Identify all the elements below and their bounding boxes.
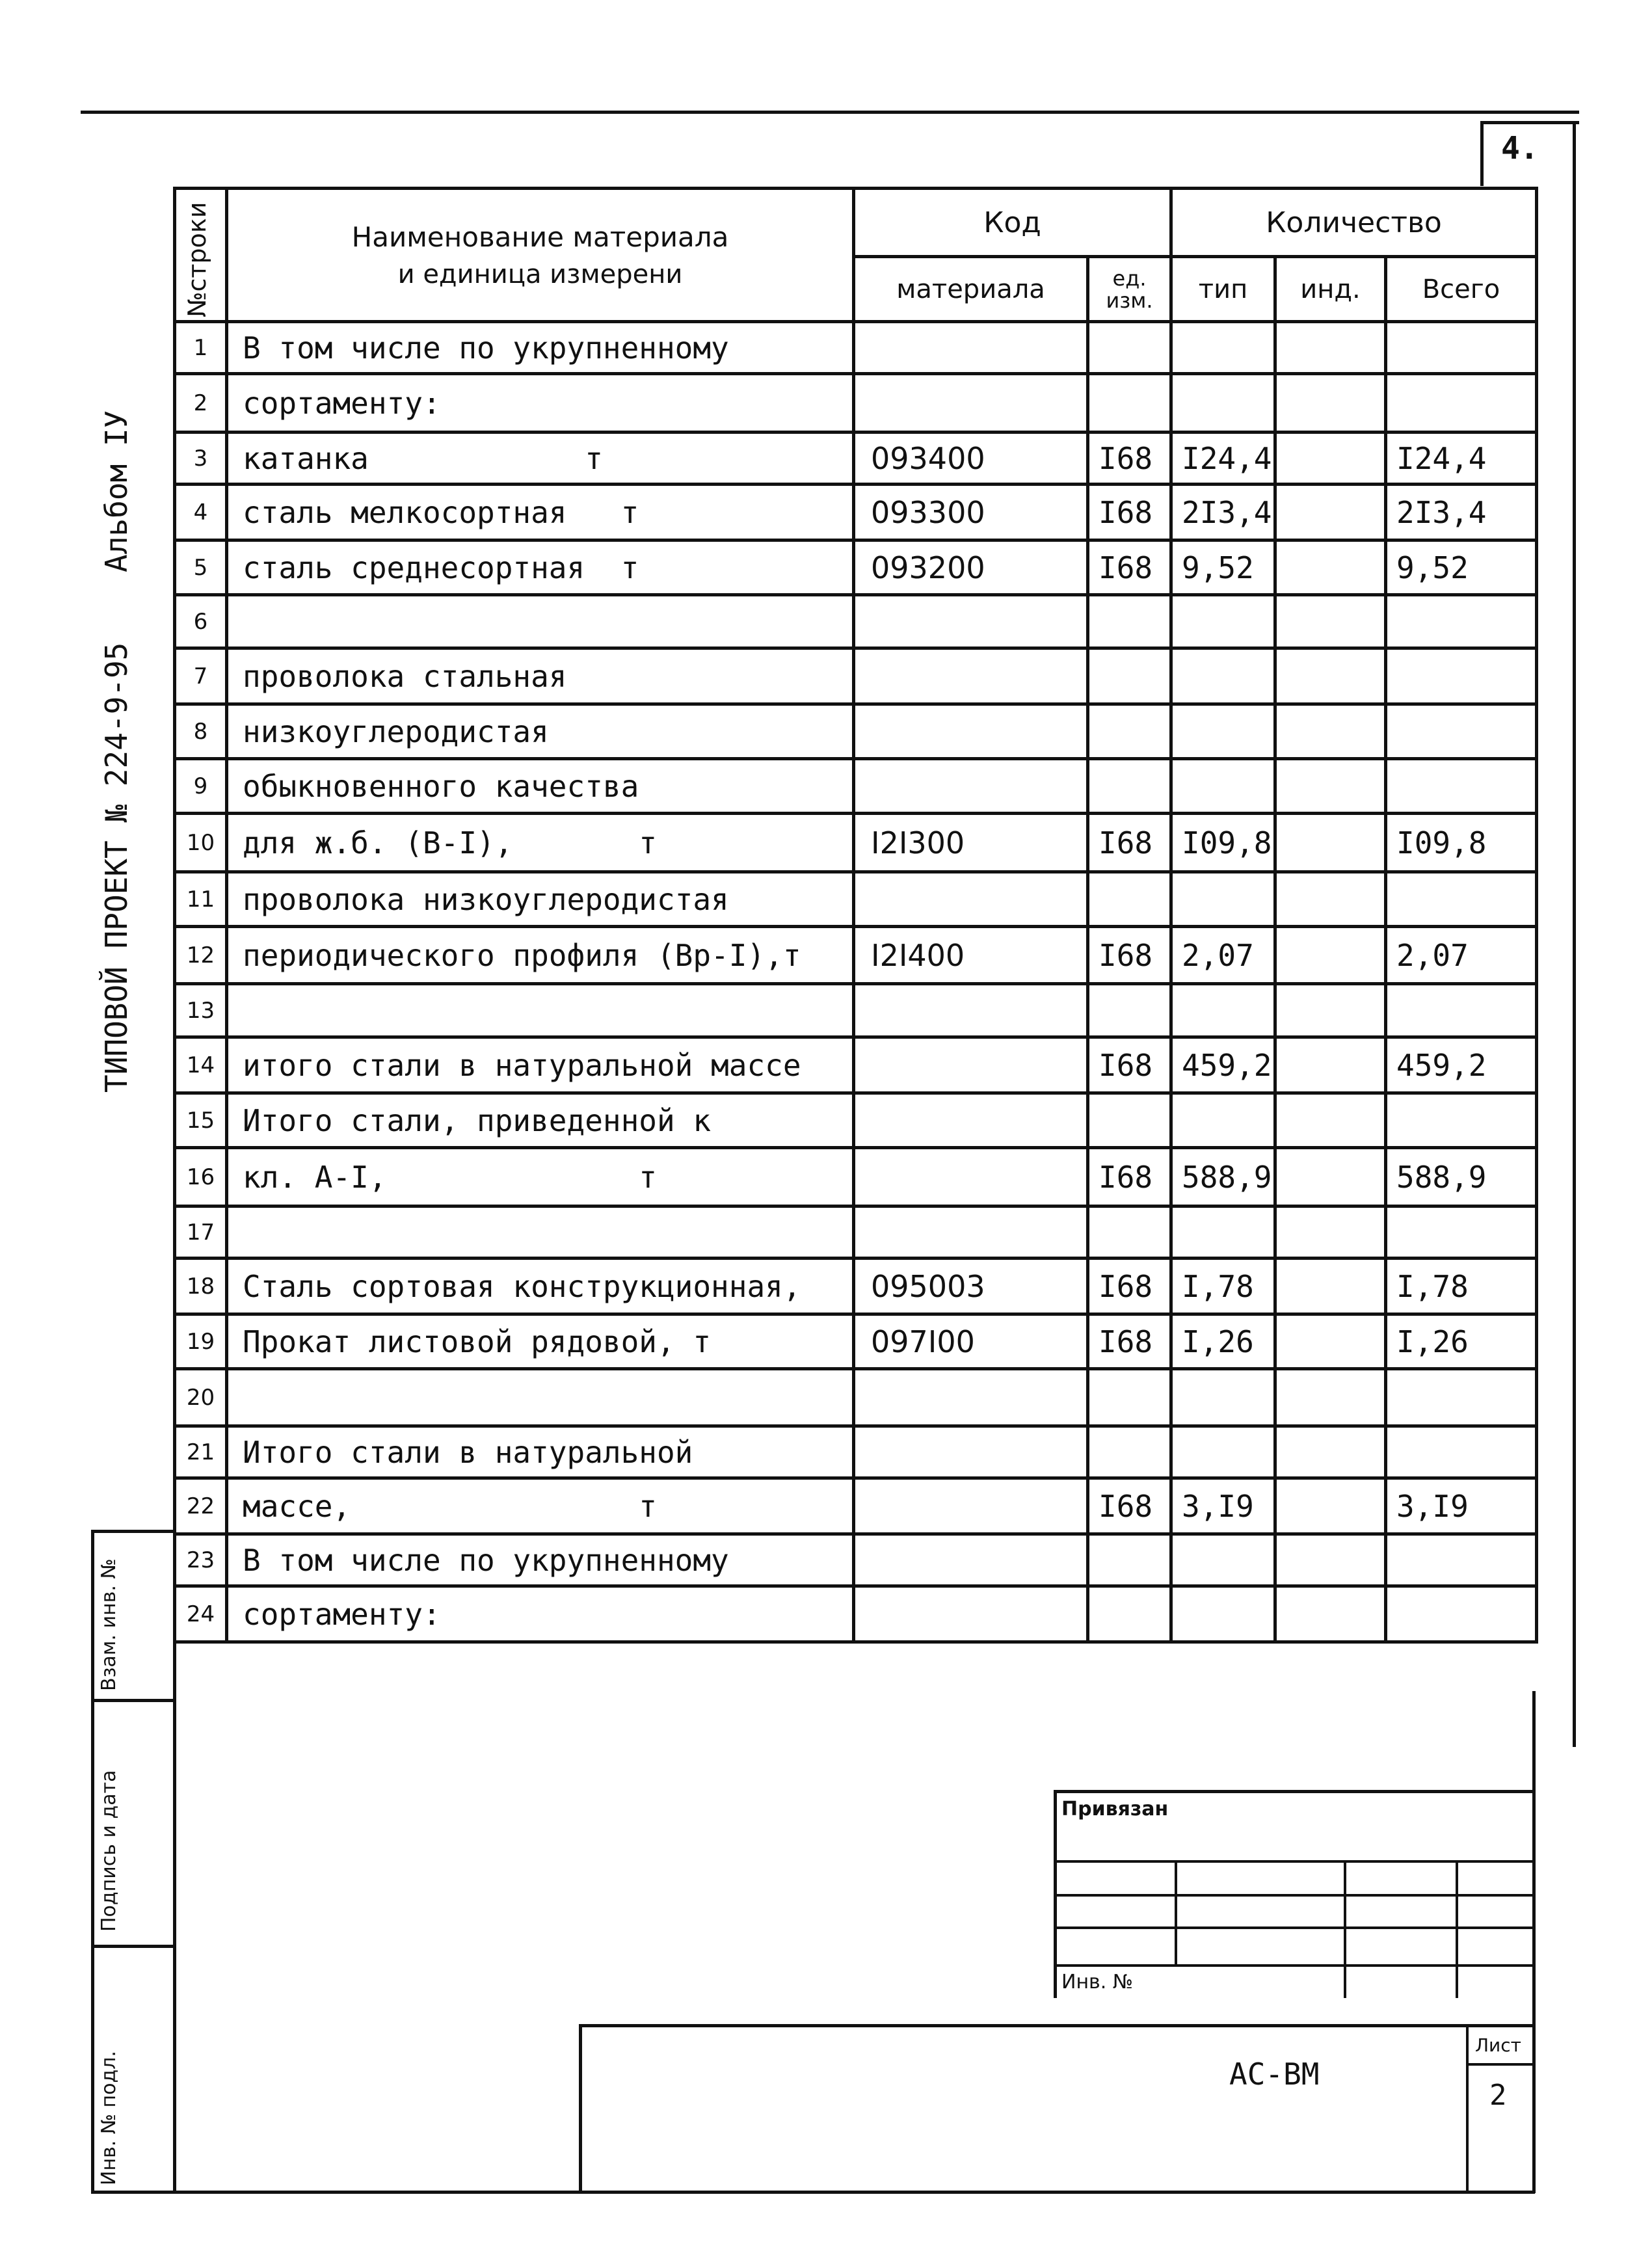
row-number-cell: 23 [175, 1534, 227, 1586]
table-row [175, 1478, 1537, 1534]
material-name-cell: Сталь сортовая конструкционная, [227, 1259, 854, 1314]
unit-cell [1088, 1206, 1171, 1259]
top-rule [81, 111, 1579, 114]
qty-ind-cell [1275, 1148, 1386, 1206]
qty-total-header: Всего [1386, 257, 1537, 322]
qty-total-cell: I,26 [1386, 1314, 1537, 1369]
table-row [175, 1534, 1537, 1586]
qty-total-cell [1386, 1426, 1537, 1478]
qty-ind-cell [1275, 704, 1386, 759]
qty-type-cell: I,26 [1171, 1314, 1275, 1369]
material-name-cell: катанка т [227, 433, 854, 485]
qty-type-cell [1171, 704, 1275, 759]
unit-cell: I68 [1088, 814, 1171, 872]
row-number-cell: 9 [175, 759, 227, 814]
qty-type-cell [1171, 759, 1275, 814]
qty-total-cell: 9,52 [1386, 540, 1537, 595]
table-row [175, 1369, 1537, 1426]
qty-ind-cell [1275, 322, 1386, 374]
material-name-cell: проволока низкоуглеродистая [227, 872, 854, 927]
table-row [175, 540, 1537, 595]
material-code-cell [854, 1206, 1088, 1259]
qty-total-cell [1386, 595, 1537, 648]
qty-type-cell [1171, 1586, 1275, 1642]
qty-total-cell [1386, 1093, 1537, 1148]
qty-ind-cell [1275, 1037, 1386, 1093]
material-name-cell: сортаменту: [227, 374, 854, 433]
material-name-cell: проволока стальная [227, 648, 854, 704]
row-number-cell: 10 [175, 814, 227, 872]
table-row [175, 485, 1537, 540]
table-row [175, 1586, 1537, 1642]
material-code-cell [854, 1534, 1088, 1586]
qty-type-cell [1171, 648, 1275, 704]
code-group-header: Код [854, 189, 1171, 257]
table-row [175, 814, 1537, 872]
material-name-cell: массе, т [227, 1478, 854, 1534]
material-code-cell: 095003 [854, 1259, 1088, 1314]
material-code-cell [854, 1093, 1088, 1148]
qty-total-cell [1386, 1206, 1537, 1259]
material-code-cell: 093400 [854, 433, 1088, 485]
page-number-box-left [1480, 121, 1484, 186]
inv-podl-label: Инв. № подл. [98, 2051, 120, 2185]
qty-total-cell: I24,4 [1386, 433, 1537, 485]
row-number-cell: 13 [175, 984, 227, 1037]
material-code-cell [854, 872, 1088, 927]
material-name-cell: В том числе по укрупненному [227, 1534, 854, 1586]
material-code-cell: I2I400 [854, 927, 1088, 984]
qty-ind-cell [1275, 1534, 1386, 1586]
frame-right-outer [1573, 186, 1576, 1747]
code-material-header: материала [854, 257, 1088, 322]
unit-cell [1088, 595, 1171, 648]
table-row [175, 1206, 1537, 1259]
unit-cell: I68 [1088, 1148, 1171, 1206]
material-name-cell: итого стали в натуральной массе [227, 1037, 854, 1093]
qty-total-cell: 2,07 [1386, 927, 1537, 984]
unit-cell [1088, 872, 1171, 927]
unit-cell [1088, 1426, 1171, 1478]
material-code-cell: 093300 [854, 485, 1088, 540]
row-number-cell: 20 [175, 1369, 227, 1426]
side-album: Альбом IУ [99, 410, 134, 572]
material-name-cell [227, 984, 854, 1037]
table-row [175, 1037, 1537, 1093]
qty-type-cell [1171, 1426, 1275, 1478]
material-name-cell: сталь среднесортная т [227, 540, 854, 595]
qty-total-cell: 459,2 [1386, 1037, 1537, 1093]
qty-type-cell: 3,I9 [1171, 1478, 1275, 1534]
qty-total-cell [1386, 322, 1537, 374]
material-name-cell: сортаменту: [227, 1586, 854, 1642]
table-row [175, 872, 1537, 927]
qty-ind-cell [1275, 1259, 1386, 1314]
qty-type-cell: 2,07 [1171, 927, 1275, 984]
table-row [175, 595, 1537, 648]
row-number-cell: 3 [175, 433, 227, 485]
material-name-cell: Прокат листовой рядовой, т [227, 1314, 854, 1369]
row-number-cell: 24 [175, 1586, 227, 1642]
material-name-cell: обыкновенного качества [227, 759, 854, 814]
qty-type-cell: 588,9 [1171, 1148, 1275, 1206]
table-row [175, 1093, 1537, 1148]
qty-ind-cell [1275, 1586, 1386, 1642]
table-row [175, 1259, 1537, 1314]
qty-type-cell: 459,2 [1171, 1037, 1275, 1093]
material-name-cell: низкоуглеродистая [227, 704, 854, 759]
sheet-number: 2 [1489, 2079, 1507, 2112]
material-code-cell [854, 1037, 1088, 1093]
qty-total-cell: 2I3,4 [1386, 485, 1537, 540]
row-number-cell: 5 [175, 540, 227, 595]
unit-cell [1088, 374, 1171, 433]
qty-ind-cell [1275, 595, 1386, 648]
vzam-label: Взам. инв. № [98, 1558, 120, 1691]
qty-ind-cell [1275, 1426, 1386, 1478]
table-row [175, 374, 1537, 433]
unit-cell: I68 [1088, 1037, 1171, 1093]
table-row [175, 433, 1537, 485]
frame-left [173, 187, 176, 2193]
qty-type-cell [1171, 1206, 1275, 1259]
left-strip-div2 [91, 1945, 176, 1948]
qty-ind-cell [1275, 374, 1386, 433]
material-code-cell: 093200 [854, 540, 1088, 595]
row-number-cell: 4 [175, 485, 227, 540]
qty-ind-cell [1275, 872, 1386, 927]
qty-type-header: тип [1171, 257, 1275, 322]
row-number-cell: 14 [175, 1037, 227, 1093]
qty-ind-cell [1275, 1093, 1386, 1148]
left-strip-top [91, 1530, 176, 1533]
qty-ind-header: инд. [1275, 257, 1386, 322]
unit-cell: I68 [1088, 1478, 1171, 1534]
qty-total-cell [1386, 984, 1537, 1037]
qty-total-cell: 588,9 [1386, 1148, 1537, 1206]
qty-type-cell [1171, 1534, 1275, 1586]
table-row [175, 704, 1537, 759]
unit-cell: I68 [1088, 433, 1171, 485]
qty-ind-cell [1275, 1314, 1386, 1369]
qty-total-cell [1386, 1534, 1537, 1586]
table-row [175, 648, 1537, 704]
unit-cell [1088, 984, 1171, 1037]
material-code-cell [854, 1369, 1088, 1426]
table-row [175, 322, 1537, 374]
material-code-cell [854, 1148, 1088, 1206]
material-name-cell: для ж.б. (В-I), т [227, 814, 854, 872]
table-body [175, 322, 1537, 1642]
qty-total-cell: 3,I9 [1386, 1478, 1537, 1534]
material-name-cell: Итого стали в натуральной [227, 1426, 854, 1478]
material-code-cell [854, 759, 1088, 814]
qty-ind-cell [1275, 1369, 1386, 1426]
row-number-header: №строки [175, 189, 227, 322]
qty-total-cell [1386, 1586, 1537, 1642]
unit-cell: I68 [1088, 1314, 1171, 1369]
table-row [175, 1426, 1537, 1478]
unit-cell [1088, 704, 1171, 759]
table-row [175, 1148, 1537, 1206]
privyazan-label: Привязан [1061, 1798, 1169, 1820]
table-row [175, 1314, 1537, 1369]
qty-ind-cell [1275, 927, 1386, 984]
row-number-cell: 16 [175, 1148, 227, 1206]
qty-type-cell [1171, 984, 1275, 1037]
qty-total-cell: I09,8 [1386, 814, 1537, 872]
row-number-cell: 8 [175, 704, 227, 759]
unit-cell [1088, 1534, 1171, 1586]
qty-type-cell: 2I3,4 [1171, 485, 1275, 540]
qty-ind-cell [1275, 1206, 1386, 1259]
material-code-cell: I2I300 [854, 814, 1088, 872]
unit-cell [1088, 648, 1171, 704]
material-name-cell: Итого стали, приведенной к [227, 1093, 854, 1148]
unit-cell: I68 [1088, 485, 1171, 540]
qty-total-cell [1386, 759, 1537, 814]
table-row [175, 759, 1537, 814]
unit-cell: I68 [1088, 927, 1171, 984]
row-number-cell: 15 [175, 1093, 227, 1148]
unit-cell [1088, 1586, 1171, 1642]
unit-cell: I68 [1088, 540, 1171, 595]
qty-total-cell [1386, 872, 1537, 927]
row-number-cell: 22 [175, 1478, 227, 1534]
qty-type-cell: I24,4 [1171, 433, 1275, 485]
material-name-header: Наименование материала и единица измерени [227, 189, 854, 322]
row-number-cell: 1 [175, 322, 227, 374]
material-name-cell: периодического профиля (Вр-I),т [227, 927, 854, 984]
row-number-cell: 21 [175, 1426, 227, 1478]
podpis-label: Подпись и дата [98, 1770, 120, 1932]
qty-total-cell: I,78 [1386, 1259, 1537, 1314]
qty-ind-cell [1275, 433, 1386, 485]
materials-table [173, 187, 1538, 1644]
material-name-cell: кл. А-I, т [227, 1148, 854, 1206]
material-name-cell [227, 1369, 854, 1426]
qty-type-cell: I,78 [1171, 1259, 1275, 1314]
material-code-cell [854, 1478, 1088, 1534]
unit-cell [1088, 1093, 1171, 1148]
frame-right [1573, 121, 1576, 186]
row-number-cell: 17 [175, 1206, 227, 1259]
row-number-cell: 12 [175, 927, 227, 984]
quantity-group-header: Количество [1171, 189, 1537, 257]
qty-ind-cell [1275, 485, 1386, 540]
unit-header: ед. изм. [1088, 257, 1171, 322]
qty-ind-cell [1275, 540, 1386, 595]
row-number-cell: 7 [175, 648, 227, 704]
material-code-cell [854, 648, 1088, 704]
qty-ind-cell [1275, 648, 1386, 704]
document-code: АС-ВМ [1229, 2057, 1320, 2092]
material-code-cell [854, 374, 1088, 433]
unit-cell: I68 [1088, 1259, 1171, 1314]
qty-type-cell: I09,8 [1171, 814, 1275, 872]
qty-total-cell [1386, 374, 1537, 433]
table-row [175, 927, 1537, 984]
qty-total-cell [1386, 648, 1537, 704]
left-strip-left [91, 1530, 94, 2193]
qty-type-cell: 9,52 [1171, 540, 1275, 595]
material-code-cell [854, 322, 1088, 374]
unit-cell [1088, 322, 1171, 374]
material-name-cell: В том числе по укрупненному [227, 322, 854, 374]
side-title: ТИПОВОЙ ПРОЕКТ № 224-9-95 [99, 642, 134, 1093]
page-number: 4. [1501, 130, 1539, 167]
qty-total-cell [1386, 704, 1537, 759]
unit-cell [1088, 759, 1171, 814]
document-code-block [579, 2024, 1535, 2193]
row-number-cell: 2 [175, 374, 227, 433]
row-number-cell: 11 [175, 872, 227, 927]
qty-type-cell [1171, 322, 1275, 374]
qty-ind-cell [1275, 814, 1386, 872]
stamp-block [1054, 1790, 1535, 1998]
qty-ind-cell [1275, 984, 1386, 1037]
sheet-label: Лист [1475, 2034, 1521, 2056]
qty-type-cell [1171, 1369, 1275, 1426]
unit-cell [1088, 1369, 1171, 1426]
material-name-cell [227, 1206, 854, 1259]
qty-type-cell [1171, 1093, 1275, 1148]
material-code-cell [854, 704, 1088, 759]
qty-type-cell [1171, 374, 1275, 433]
qty-ind-cell [1275, 759, 1386, 814]
qty-type-cell [1171, 595, 1275, 648]
page-number-box-top [1480, 121, 1579, 124]
material-code-cell: 097I00 [854, 1314, 1088, 1369]
row-number-cell: 6 [175, 595, 227, 648]
qty-ind-cell [1275, 1478, 1386, 1534]
row-number-cell: 18 [175, 1259, 227, 1314]
material-code-cell [854, 984, 1088, 1037]
table-row [175, 984, 1537, 1037]
qty-total-cell [1386, 1369, 1537, 1426]
left-strip-div1 [91, 1699, 176, 1702]
qty-type-cell [1171, 872, 1275, 927]
inv-no-label: Инв. № [1061, 1971, 1134, 1993]
material-name-cell: сталь мелкосортная т [227, 485, 854, 540]
material-code-cell [854, 595, 1088, 648]
row-number-cell: 19 [175, 1314, 227, 1369]
material-code-cell [854, 1586, 1088, 1642]
material-code-cell [854, 1426, 1088, 1478]
material-name-cell [227, 595, 854, 648]
